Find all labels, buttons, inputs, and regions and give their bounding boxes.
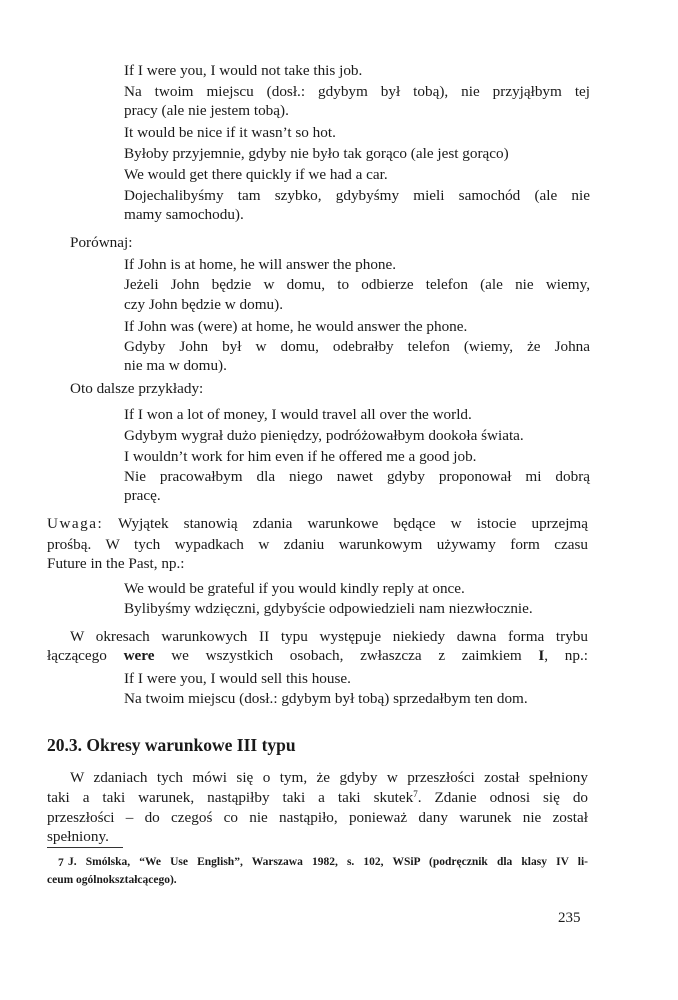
example-line: mamy samochodu). — [124, 206, 244, 223]
bold-term: I — [538, 647, 545, 664]
paragraph-line: W zdaniach tych mówi się o tym, że gdyby w przeszłości został spełniony — [70, 769, 588, 786]
example-line: Jeżeli John będzie w domu, to odbierze telefon (ale nie wiemy, — [124, 276, 590, 293]
example-line: Bylibyśmy wdzięczni, gdybyście odpowiedzieli nam niezwłocznie. — [124, 600, 533, 617]
example-line: nie ma w domu). — [124, 357, 227, 374]
note-paragraph-line: Uwaga: Wyjątek stanowią zdania warunkowe będące w istocie uprzejmą — [47, 515, 588, 532]
example-line: Na twoim miejscu (dosł.: gdybym był tobą), nie przyjąłbym tej — [124, 83, 590, 100]
example-line: Gdybym wygrał dużo pieniędzy, podróżowałbym dookoła świata. — [124, 427, 524, 444]
example-line: Dojechalibyśmy tam szybko, gdybyśmy mieli samochód (ale nie — [124, 187, 590, 204]
footnote-marker: 7 — [58, 857, 64, 869]
page-number: 235 — [558, 910, 581, 926]
footnote-divider — [47, 847, 123, 848]
example-line: It would be nice if it wasn’t so hot. — [124, 124, 336, 141]
paragraph-line: spełniony. — [47, 828, 109, 845]
footnote-text: J. Smólska, “We Use English”, Warszawa 1982, s. 102, WSiP (podręcznik dla klasy IV li- — [68, 856, 588, 868]
note-label: Uwaga: — [47, 515, 104, 532]
bold-term: were — [123, 647, 155, 664]
section-heading: 20.3. Okresy warunkowe III typu — [47, 735, 296, 755]
example-line: If John was (were) at home, he would answer the phone. — [124, 318, 468, 335]
example-line: If John is at home, he will answer the phone. — [124, 256, 397, 273]
example-line: If I won a lot of money, I would travel all over the world. — [124, 406, 472, 423]
section-label: Oto dalsze przykłady: — [70, 380, 204, 397]
paragraph-line: W okresach warunkowych II typu występuje niekiedy dawna forma trybu — [70, 628, 588, 645]
example-line: Byłoby przyjemnie, gdyby nie było tak gorąco (ale jest gorąco) — [124, 145, 509, 162]
example-line: We would get there quickly if we had a car. — [124, 166, 388, 183]
example-line: We would be grateful if you would kindly reply at once. — [124, 580, 465, 597]
example-line: pracę. — [124, 487, 161, 504]
example-line: czy John będzie w domu). — [124, 296, 284, 313]
note-paragraph-line: Future in the Past, np.: — [47, 555, 185, 572]
footnote-ref[interactable]: 7 — [413, 789, 418, 799]
example-line: If I were you, I would not take this job. — [124, 62, 363, 79]
example-line: pracy (ale nie jestem tobą). — [124, 102, 289, 119]
paragraph-line: przeszłości – do czegoś co nie nastąpiło, ponieważ dany warunek nie został — [47, 809, 588, 826]
paragraph-line: łączącego were we wszystkich osobach, zwłaszcza z zaimkiem I, np.: — [47, 647, 588, 664]
paragraph-line: taki a taki warunek, nastąpiłby taki a taki skutek$^7$. Zdanie odnosi się do — [47, 789, 589, 806]
example-line: Gdyby John był w domu, odebrałby telefon (wiemy, że Johna — [124, 338, 590, 355]
example-line: If I were you, I would sell this house. — [124, 670, 351, 687]
section-label: Porównaj: — [70, 234, 133, 251]
example-line: Nie pracowałbym dla niego nawet gdyby proponował mi dobrą — [124, 468, 590, 485]
example-line: I wouldn’t work for him even if he offered me a good job. — [124, 448, 477, 465]
example-line: Na twoim miejscu (dosł.: gdybym był tobą) sprzedałbym ten dom. — [124, 690, 528, 707]
footnote-text: ceum ogólnokształcącego). — [47, 874, 177, 886]
note-paragraph-line: prośbą. W tych wypadkach w zdaniu warunkowym używamy form czasu — [47, 536, 588, 553]
